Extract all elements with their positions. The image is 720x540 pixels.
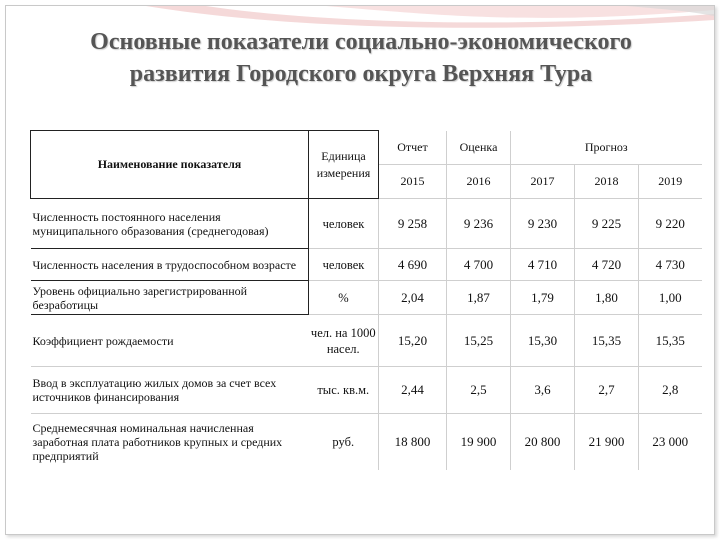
- header-row-1: [31, 131, 702, 165]
- row-value: 4 720: [575, 249, 639, 281]
- row-value: 19 900: [447, 414, 511, 470]
- row-value: 9 220: [639, 199, 702, 249]
- row-value: 2,5: [447, 367, 511, 414]
- row-value: 1,80: [575, 281, 639, 315]
- indicators-table: [30, 130, 702, 470]
- row-value: 9 225: [575, 199, 639, 249]
- row-unit: тыс. кв.м.: [309, 367, 379, 414]
- row-value: 4 690: [379, 249, 447, 281]
- row-value: 4 710: [511, 249, 575, 281]
- row-value: 15,35: [639, 315, 702, 367]
- row-value: 23 000: [652, 433, 689, 449]
- row-value: 18 800: [379, 414, 447, 470]
- title-line-2: развития Городского округа Верхняя Тура: [129, 61, 593, 87]
- row-value: 2,7: [575, 367, 639, 414]
- row-unit: руб.: [309, 414, 379, 470]
- title-line-1: Основные показатели социально-экономического: [90, 29, 632, 55]
- row-unit: чел. на 1000 насел.: [309, 315, 379, 367]
- row-value: 15,25: [447, 315, 511, 367]
- table-row: [31, 281, 702, 315]
- header-unit: Единица измерения: [309, 131, 379, 199]
- header-year: 2018: [575, 165, 639, 199]
- row-indicator-name: Среднемесячная номинальная начисленная заработная плата работников крупных и средних предприятий: [32, 420, 283, 463]
- table-row: [31, 315, 702, 367]
- row-value: 2,04: [379, 281, 447, 315]
- row-value: 21 900: [575, 414, 639, 470]
- header-forecast: Прогноз: [511, 131, 702, 165]
- header-report: Отчет: [379, 131, 447, 165]
- row-indicator-name: Коэффициент рождаемости: [31, 315, 309, 367]
- header-year: 2019: [639, 165, 702, 199]
- header-estimate: Оценка: [447, 131, 511, 165]
- row-unit: человек: [309, 199, 379, 249]
- slide-frame: [5, 5, 715, 535]
- row-value: 9 230: [511, 199, 575, 249]
- row-value: 1,87: [447, 281, 511, 315]
- row-value: 15,35: [575, 315, 639, 367]
- slide-title: [16, 26, 706, 90]
- row-indicator-name: Уровень официально зарегистрированной безработицы: [31, 281, 309, 315]
- row-value: 20 800: [511, 414, 575, 470]
- row-value: 2,8: [639, 367, 702, 414]
- row-unit: человек: [309, 249, 379, 281]
- header-year: 2016: [447, 165, 511, 199]
- row-value: 9 258: [379, 199, 447, 249]
- row-indicator-name: Ввод в эксплуатацию жилых домов за счет всех источников финансирования: [31, 367, 309, 414]
- table-row: [31, 414, 702, 470]
- header-indicator-name: Наименование показателя: [31, 131, 309, 199]
- table-row: [31, 199, 702, 249]
- row-indicator-name: Численность постоянного населения муниципального образования (среднегодовая): [31, 199, 309, 249]
- row-value: 3,6: [511, 367, 575, 414]
- table-row: [31, 249, 702, 281]
- row-value: 9 236: [447, 199, 511, 249]
- row-value: 4 700: [447, 249, 511, 281]
- row-value: 15,30: [511, 315, 575, 367]
- header-year: 2015: [379, 165, 447, 199]
- row-unit: %: [309, 281, 379, 315]
- row-indicator-name: Численность населения в трудоспособном возрасте: [31, 249, 309, 281]
- row-value: 1,00: [639, 281, 702, 315]
- row-value: 15,20: [379, 315, 447, 367]
- header-year: 2017: [511, 165, 575, 199]
- row-value: 1,79: [511, 281, 575, 315]
- row-value: 4 730: [639, 249, 702, 281]
- table-row: [31, 367, 702, 414]
- row-value: 2,44: [379, 367, 447, 414]
